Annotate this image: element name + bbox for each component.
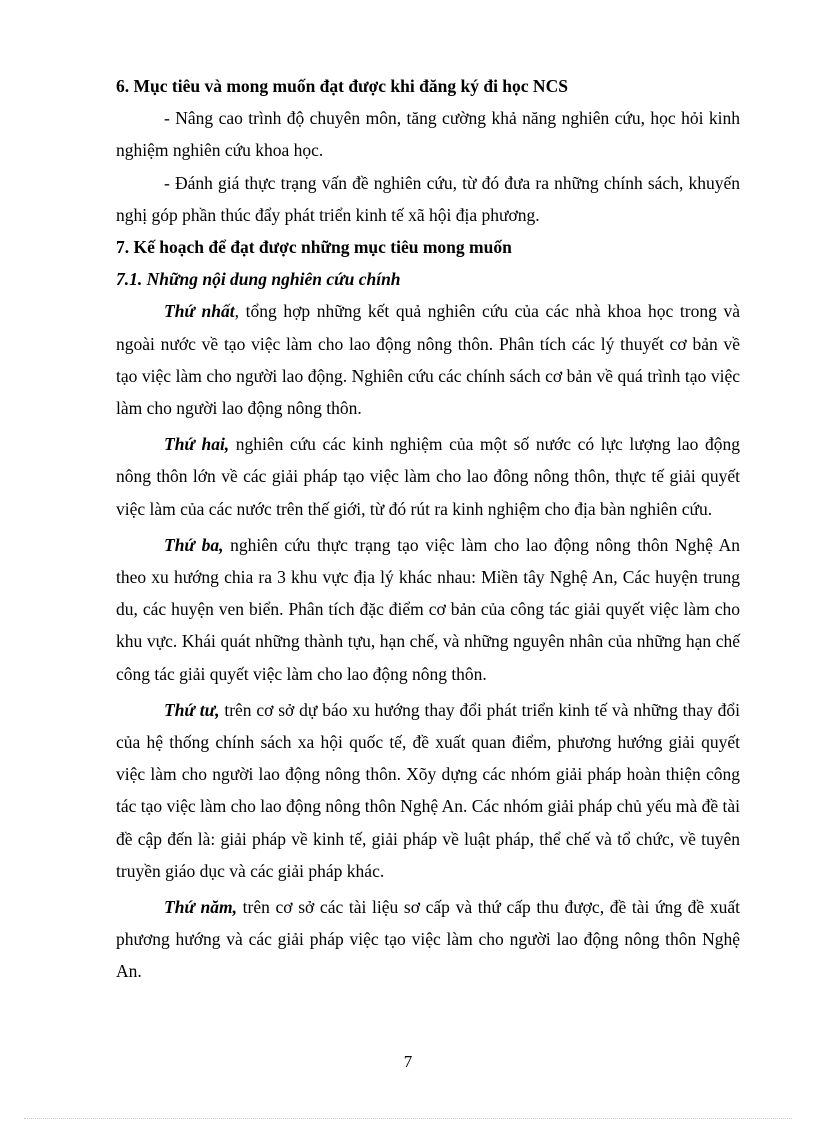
paragraph-text: nghiên cứu các kinh nghiệm của một số nước có lực lượng lao động nông thôn lớn về các giải pháp tạo việc làm cho lao đông nông thôn, thực tế giải quyết việc làm của các nước trên thế giới, từ đó rút ra kinh nghiệm cho địa bàn nghiên cứu. <box>116 434 740 519</box>
paragraph-second <box>116 428 740 525</box>
paragraph-lead: Thứ ba, <box>164 534 224 555</box>
paragraph-lead: Thứ hai, <box>164 434 230 455</box>
paragraph-lead: Thứ nhất <box>164 301 235 322</box>
paragraph-fourth <box>116 694 740 887</box>
paragraph-text: nghiên cứu thực trạng tạo việc làm cho lao động nông thôn Nghệ An theo xu hướng chia ra 3 khu vực địa lý khác nhau: Miền tây Nghệ An, Các huyện trung du, các huyện ven biển. Phân tích đặc điểm cơ bản của công tác giải quyết việc làm cho khu vực. Khái quát những thành tựu, hạn chế, và những nguyên nhân của những hạn chế công tác giải quyết việc làm cho lao động nông thôn. <box>116 534 740 684</box>
paragraph-text: , tổng hợp những kết quả nghiên cứu của các nhà khoa học trong và ngoài nước về tạo việc làm cho lao động nông thôn. Phân tích các lý thuyết cơ bản về tạo việc làm cho người lao động. Nghiên cứu các chính sách cơ bản về quá trình tạo việc làm cho người lao động nông thôn. <box>116 301 741 419</box>
paragraph-text: trên cơ sở dự báo xu hướng thay đổi phát triển kinh tế và những thay đổi của hệ thống chính sách xa hội quốc tế, đề xuất quan điểm, phương hướng giải quyết việc làm cho người lao động nông thôn. Xõy dựng các nhóm giải pháp hoàn thiện công tác tạo việc làm cho lao động nông thôn Nghệ An. Các nhóm giải pháp chủ yếu mà đề tài đề cập đến là: giải pháp về kinh tế, giải pháp về luật pháp, thể chế và tổ chức, về tuyên truyền giáo dục và các giải pháp khác. <box>116 699 741 881</box>
section-7-heading: 7. Kế hoạch để đạt được những mục tiêu mong muốn <box>116 237 512 258</box>
page-number: 7 <box>403 1052 413 1071</box>
paragraph-third <box>116 529 740 690</box>
section-7-1-subheading: 7.1. Những nội dung nghiên cứu chính <box>116 269 401 290</box>
document-page <box>116 70 740 988</box>
paragraph-lead: Thứ tư, <box>164 699 220 720</box>
section-6-item-1: - Nâng cao trình độ chuyên môn, tăng cường khả năng nghiên cứu, học hỏi kinh nghiệm nghiên cứu khoa học. <box>116 108 740 161</box>
paragraph-first <box>116 295 740 424</box>
paragraph-lead: Thứ năm, <box>164 897 238 918</box>
page-footer-divider <box>24 1118 792 1119</box>
section-6-heading: 6. Mục tiêu và mong muốn đạt được khi đăng ký đi học NCS <box>116 76 568 96</box>
paragraph-text: trên cơ sở các tài liệu sơ cấp và thứ cấp thu được, đề tài ứng đề xuất phương hướng và các giải pháp việc tạo việc làm cho người lao động nông thôn Nghệ An. <box>116 897 740 982</box>
paragraph-fifth <box>116 891 740 988</box>
section-6-item-2: - Đánh giá thực trạng vấn đề nghiên cứu, từ đó đưa ra những chính sách, khuyến nghị góp phần thúc đẩy phát triển kinh tế xã hội địa phương. <box>116 172 740 225</box>
